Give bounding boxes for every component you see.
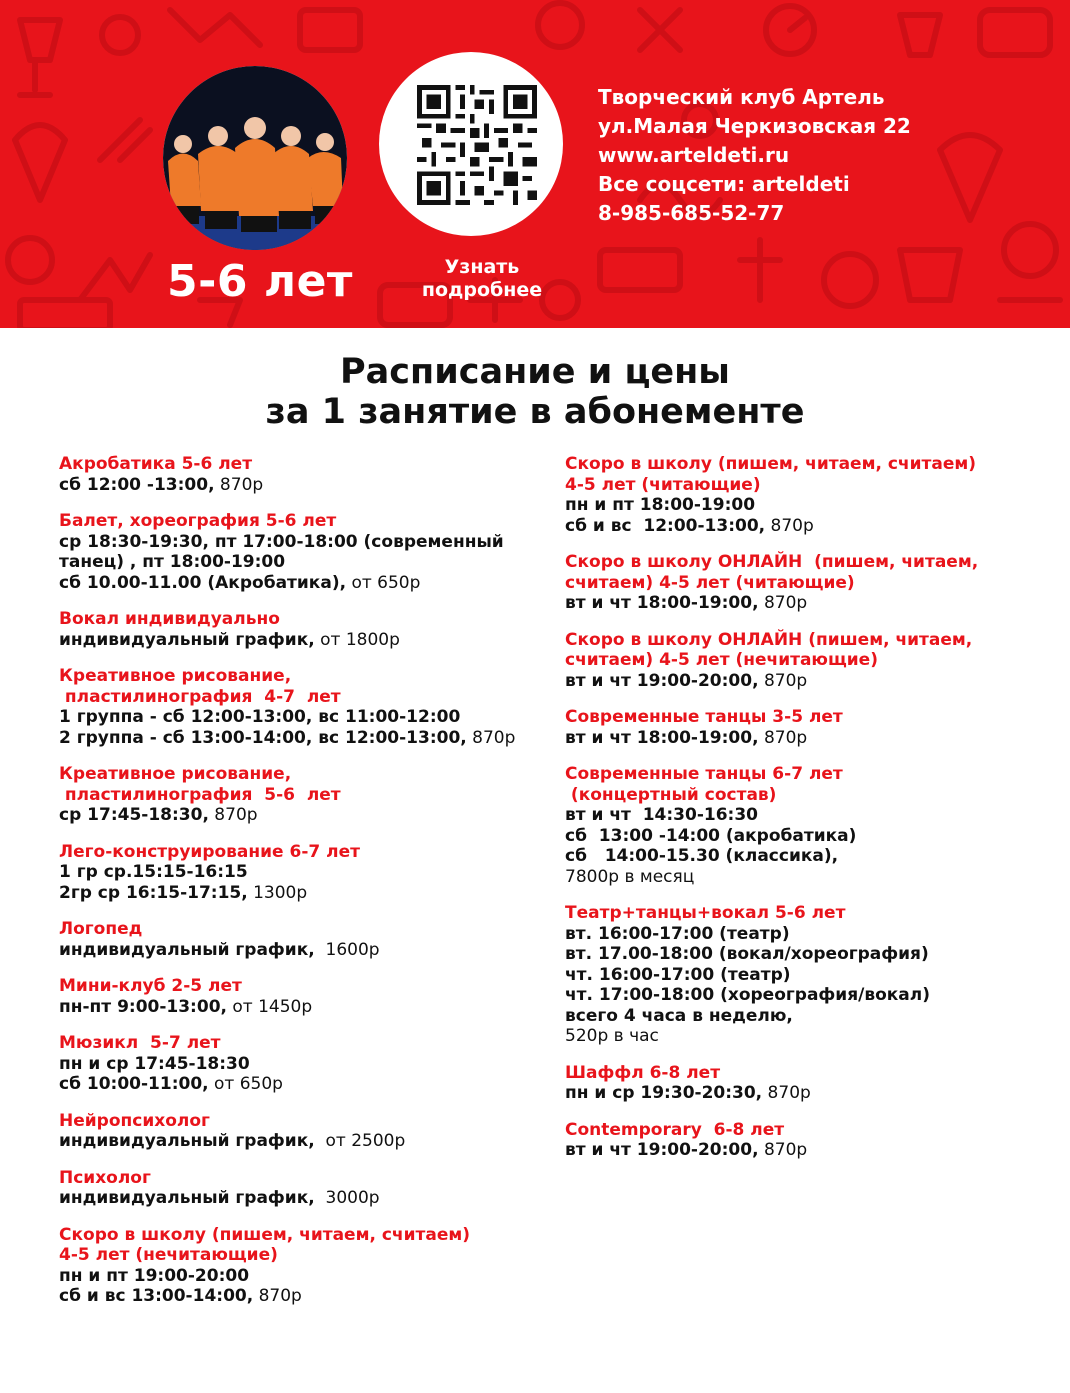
schedule-item [565,764,1035,887]
schedule-line [565,965,1035,986]
schedule-price: 870р [208,805,258,825]
course-title: Нейропсихолог [59,1110,210,1131]
schedule-line [565,1083,1035,1104]
club-socials: Все соцсети: arteldeti [598,172,850,196]
course-title: (концертный состав) [565,784,777,805]
schedule-time: сб и вс 12:00-13:00, [565,515,766,536]
course-title: Психолог [59,1167,151,1188]
course-title: Мини-клуб 2-5 лет [59,976,242,996]
schedule-time: 2 группа - сб 13:00-14:00, вс 12:00-13:00, [59,727,467,748]
schedule-item [59,1033,539,1095]
schedule-price: 870р [762,1083,811,1103]
schedule-line [59,1074,539,1095]
schedule-line [59,1286,539,1307]
schedule-price: 3000р [314,1188,380,1208]
schedule-line [59,805,539,826]
qr-caption-line: подробнее [421,279,543,301]
schedule-price: 870р [758,727,808,748]
schedule-time: вт и чт 14:30-16:30 [565,805,759,825]
schedule-item [565,1120,1035,1161]
schedule-line [59,862,539,883]
schedule-line [59,940,539,961]
schedule-line [565,1140,1035,1161]
schedule-item [565,454,1035,536]
schedule-price: 870р [253,1286,302,1306]
schedule-line [59,728,539,749]
qr-caption [402,256,562,302]
schedule-line [59,707,539,728]
schedule-time: вт и чт 18:00-19:00, [565,727,759,748]
schedule-price: от 1800р [314,629,400,650]
schedule-item [59,976,539,1017]
schedule-price: 870р [466,727,516,748]
schedule-item [565,707,1035,748]
page-title-line: за 1 занятие в абонементе [265,392,805,432]
schedule-time: пн-пт 9:00-13:00, [59,996,227,1017]
schedule-line [565,1006,1035,1027]
schedule-item [59,511,539,593]
schedule-line [565,593,1035,614]
schedule-line [565,924,1035,945]
schedule-column-right [565,454,1035,1177]
schedule-time: 1 гр ср.15:15-16:15 [59,862,248,882]
schedule-line [565,728,1035,749]
course-title: Скоро в школу (пишем, читаем, считаем) [565,454,977,474]
schedule-line [565,944,1035,965]
schedule-line [565,1026,1035,1047]
header-banner [0,0,1070,328]
schedule-line [565,867,1035,888]
schedule-line [59,630,539,651]
schedule-price: от 2500р [314,1131,406,1151]
schedule-time: ср 17:45-18:30, [59,805,209,825]
schedule-line [59,883,539,904]
schedule-time: сб и вс 13:00-14:00, [59,1286,254,1306]
schedule-time: вт и чт 19:00-20:00, [565,1140,759,1160]
schedule-price: 870р [758,1140,808,1160]
schedule-line [565,516,1035,537]
course-title: 4-5 лет (читающие) [565,474,761,495]
age-range-label: 5-6 лет [167,256,353,307]
schedule-item [59,609,539,650]
course-title: Скоро в школу ОНЛАЙН (пишем, читаем, [565,552,979,572]
schedule-price: от 650р [346,572,421,593]
schedule-item [565,903,1035,1047]
schedule-price: от 650р [208,1074,283,1094]
course-title: считаем) 4-5 лет (читающие) [565,572,855,593]
schedule-time: вт. 17.00-18:00 (вокал/хореография) [565,944,929,964]
schedule-line [59,997,539,1018]
schedule-time: сб 12:00 -13:00, [59,474,215,495]
schedule-time: индивидуальный график, [59,629,315,650]
course-title: Скоро в школу (пишем, читаем, считаем) [59,1224,471,1245]
schedule-time: чт. 16:00-17:00 (театр) [565,964,791,985]
schedule-item [59,919,539,960]
schedule-line [565,846,1035,867]
schedule-time: вт. 16:00-17:00 (театр) [565,923,790,944]
schedule-line [59,552,539,573]
schedule-time: 1 группа - сб 12:00-13:00, вс 11:00-12:00 [59,707,461,727]
schedule-time: индивидуальный график, [59,1188,315,1208]
schedule-time: 2гр ср 16:15-17:15, [59,882,248,903]
course-title: Театр+танцы+вокал 5-6 лет [565,903,846,923]
schedule-time: вт и чт 18:00-19:00, [565,593,759,613]
club-address: ул.Малая Черкизовская 22 [598,114,911,138]
contact-block [598,83,911,228]
schedule-item [59,1225,539,1307]
schedule-price: 1300р [247,882,308,903]
schedule-time: пн и ср 17:45-18:30 [59,1053,250,1074]
schedule-time: сб 14:00-15.30 (классика), [565,846,839,866]
schedule-line [59,532,539,553]
schedule-time: чт. 17:00-18:00 (хореография/вокал) [565,985,930,1005]
schedule-price: 870р [758,593,808,613]
schedule-item [59,454,539,495]
schedule-time: пн и ср 19:30-20:30, [565,1083,763,1103]
schedule-time: ср 18:30-19:30, пт 17:00-18:00 (современный [59,531,504,552]
course-title: Лего-конструирование 6-7 лет [59,841,360,862]
club-website-link[interactable]: www.arteldeti.ru [598,143,790,167]
schedule-line [59,1054,539,1075]
schedule-price: 870р [214,474,264,495]
course-title: Contemporary 6-8 лет [565,1119,785,1140]
schedule-item [59,842,539,904]
schedule-time: индивидуальный график, [59,939,315,960]
course-title: Балет, хореография 5-6 лет [59,511,337,531]
schedule-time: сб 10.00-11.00 (Акробатика), [59,572,347,593]
schedule-time: всего 4 часа в неделю, [565,1005,793,1026]
club-phone[interactable]: 8-985-685-52-77 [598,201,785,225]
schedule-time: сб 13:00 -14:00 (акробатика) [565,825,857,846]
course-title: 4-5 лет (нечитающие) [59,1245,278,1265]
course-title: пластилинография 4-7 лет [59,686,341,707]
schedule-item [565,630,1035,692]
schedule-price: 870р [758,670,808,691]
schedule-item [59,764,539,826]
course-title: Логопед [59,919,143,939]
qr-caption-line: Узнать [444,256,520,278]
page-title-line: Расписание и цены [340,352,730,392]
schedule-line [565,495,1035,516]
schedule-item [59,666,539,748]
course-title: пластилинография 5-6 лет [59,784,341,805]
schedule-line [565,805,1035,826]
schedule-line [59,1131,539,1152]
schedule-time: индивидуальный график, [59,1131,315,1151]
schedule-item [59,1168,539,1209]
course-title: Креативное рисование, [59,764,292,784]
schedule-time: пн и пт 19:00-20:00 [59,1265,250,1286]
schedule-line [59,1188,539,1209]
course-title: Современные танцы 3-5 лет [565,707,843,727]
schedule-time: вт и чт 19:00-20:00, [565,670,759,691]
course-title: Шаффл 6-8 лет [565,1062,721,1083]
schedule-time: сб 10:00-11:00, [59,1074,209,1094]
schedule-price: 7800р в месяц [565,866,695,887]
schedule-item [565,552,1035,614]
schedule-line [59,573,539,594]
course-title: Современные танцы 6-7 лет [565,764,843,784]
schedule-time: танец) , пт 18:00-19:00 [59,552,286,572]
schedule-line [565,826,1035,847]
course-title: Вокал индивидуально [59,609,280,629]
course-title: Креативное рисование, [59,666,292,686]
course-title: Акробатика 5-6 лет [59,454,253,474]
course-title: Скоро в школу ОНЛАЙН (пишем, читаем, [565,629,973,650]
schedule-price: 520р в час [565,1026,659,1046]
schedule-time: пн и пт 18:00-19:00 [565,495,756,515]
dancers-photo-icon [163,66,347,250]
schedule-column-left [59,454,539,1323]
page-title [0,352,1070,432]
schedule-item [59,1111,539,1152]
group-photo [163,66,347,250]
schedule-line [565,671,1035,692]
schedule-price: 870р [765,515,814,536]
course-title: считаем) 4-5 лет (нечитающие) [565,650,878,670]
schedule-line [59,475,539,496]
club-name: Творческий клуб Артель [598,85,885,109]
schedule-line [565,985,1035,1006]
schedule-price: 1600р [314,939,380,960]
schedule-price: от 1450р [226,996,313,1017]
qr-code-icon[interactable] [417,85,537,205]
schedule-item [565,1063,1035,1104]
course-title: Мюзикл 5-7 лет [59,1033,221,1053]
schedule-line [59,1266,539,1287]
